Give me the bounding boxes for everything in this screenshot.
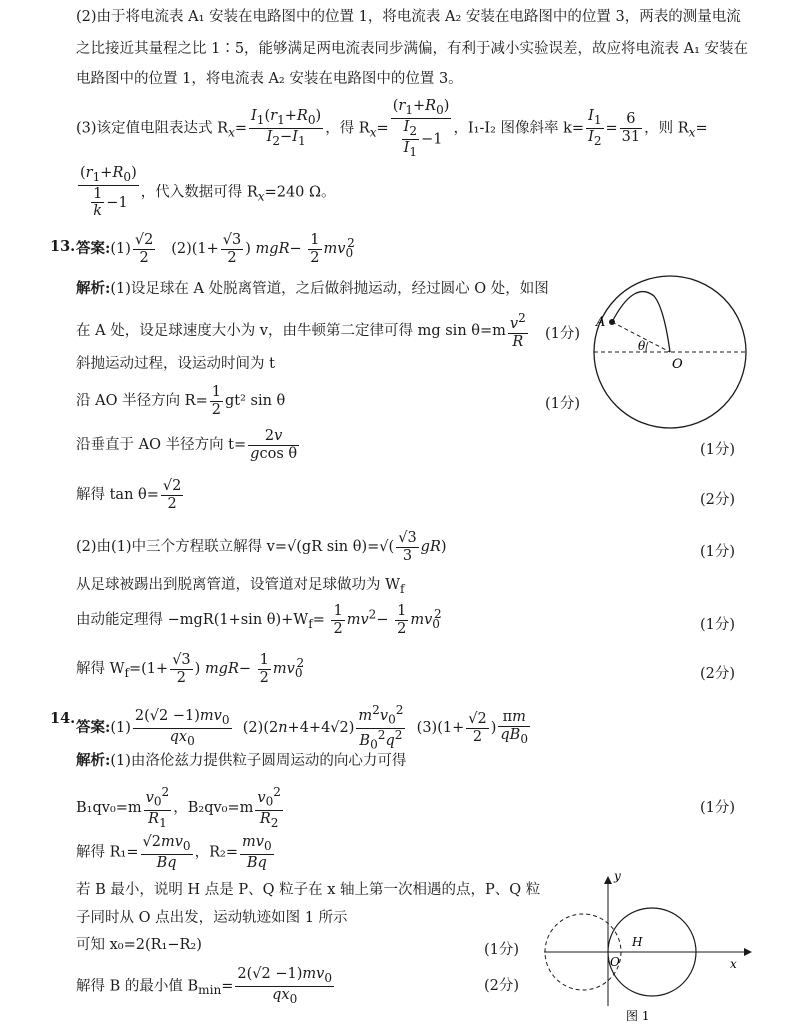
q14-analysis-1 bbox=[76, 754, 406, 769]
slope-formula: $\frac{I_1}{I_2}$ bbox=[588, 108, 602, 149]
q13-number: 13. bbox=[50, 238, 76, 255]
q14-answer-line: 答案:(1) $\frac{2(√2 -1)mv_0}{qx_0}$ (2)(2n+4+4√2) $\frac{m^2v_0^2}{B_0^2q^2}$ (3)(1+ $\frac{√2}{2}$ ) $\frac{\pi m}{qB_0}$ bbox=[76, 703, 529, 752]
q14-bmin: $\frac{2(√2 -1)mv_0}{qx_0}$ bbox=[237, 966, 333, 1006]
q13-centripetal: $\frac{v^2}{R}$ bbox=[509, 311, 526, 350]
label-theta: θ bbox=[638, 339, 646, 353]
label-o: O bbox=[672, 357, 683, 372]
q13-answer2-label: (2) bbox=[171, 241, 192, 258]
y-axis-arrow bbox=[604, 876, 612, 884]
label-x: x bbox=[730, 957, 737, 971]
q14-score-2: (1分) bbox=[484, 942, 520, 958]
q14-s7sub: min bbox=[198, 983, 222, 998]
part3-mid1: ，得 R bbox=[325, 120, 370, 137]
q13-s7: (2)由(1)中三个方程联立解得 v=√(gR sin θ)= bbox=[76, 539, 380, 556]
q14-s1: (1)由洛伦兹力提供粒子圆周运动的向心力可得 bbox=[110, 753, 407, 769]
q13-tan: $\frac{√2}{2}$ bbox=[162, 478, 182, 512]
part2-line2: 之比接近其量程之比 1∶5，能够满足两电流表同步满偏，有利于减小实验误差，故应将电流表 A₁ 安装在 bbox=[76, 41, 749, 57]
q13-analysis-6 bbox=[76, 478, 185, 512]
q13-analysis-4 bbox=[76, 384, 285, 418]
rx-formula-2: $(r_1+R_0)$ $\frac{I_2}{I_1}$ −1 bbox=[392, 98, 450, 159]
q13-analysis-5 bbox=[76, 428, 301, 462]
q13-analysis-2 bbox=[76, 312, 530, 350]
label-y: y bbox=[614, 869, 621, 883]
q13-analysis-8: 从足球被踢出到脱离管道，设管道对足球做功为 $W_f$ bbox=[76, 577, 405, 596]
q14-answer-label: 答案: bbox=[76, 719, 111, 737]
q13-circle-figure bbox=[592, 270, 762, 450]
q13-s1: (1)设足球在 A 处脱离管道，之后做斜抛运动，经过圆心 O 处，如图 bbox=[110, 281, 549, 297]
part3-mid2: ，I₁-I₂ 图像斜率 k= bbox=[453, 120, 585, 137]
q14-answer3-label: (3) bbox=[416, 720, 438, 737]
q13-wf-half: $\frac{1}{2}$ bbox=[259, 652, 269, 686]
q14-s2: B₁qv₀=m bbox=[76, 800, 142, 817]
theta-arc bbox=[646, 342, 648, 352]
q13-answer1: $\frac{√2}{2}$ bbox=[134, 232, 154, 266]
q13-s4b: gt² sin θ bbox=[225, 393, 286, 410]
q14-answer2-frac: $\frac{m^2v_0^2}{B_0^2q^2}$ bbox=[358, 703, 404, 752]
q13-s4: 沿 AO 半径方向 R= bbox=[76, 393, 208, 410]
q14-s3b: ，R₂= bbox=[194, 844, 238, 861]
q14-answer3-frac: $\frac{√2}{2}$ bbox=[468, 710, 487, 745]
q14-s3: 解得 R₁= bbox=[76, 844, 139, 861]
q13-s5: 沿垂直于 AO 半径方向 t= bbox=[76, 437, 247, 454]
q14-r1: $\frac{√2mv_0}{Bq}$ bbox=[142, 834, 191, 871]
q14-analysis-7: 解得 B 的最小值 $B_{min}=$ $\frac{2(√2 -1)mv_0}{qx_0}$ bbox=[76, 966, 333, 1006]
q13-score-2: (1分) bbox=[545, 396, 581, 412]
q14-answer2-label: (2) bbox=[242, 720, 264, 737]
q13-answer-line: 答案:(1) $\frac{√2}{2}$ (2)(1+ $\frac{√3}{2}$ ) mgR− $\frac{1}{2}$ $mv_0^2$ bbox=[76, 232, 355, 266]
slope-value: $\frac{6}{31}$ bbox=[621, 111, 641, 146]
q13-analysis-9: 由动能定理得 −mgR(1+sin $\theta)+W_f=$ $\frac{1}{2}$ $mv^2-$ $\frac{1}{2}$ $mv_0^2$ bbox=[76, 603, 442, 637]
q13-answer2-half: $\frac{1}{2}$ bbox=[310, 232, 320, 266]
q13-score-7: (2分) bbox=[700, 666, 736, 682]
label-o: O bbox=[610, 955, 620, 969]
q13-s2: 在 A 处，设足球速度大小为 v，由牛顿第二定律可得 mg sin θ=m bbox=[76, 323, 506, 340]
q13-analysis-7: (2)由(1)中三个方程联立解得 v=√(gR sin θ)=√( $\frac{√3}{3}$ gR) bbox=[76, 530, 447, 564]
q13-score-5: (1分) bbox=[700, 544, 736, 560]
q13-score-6: (1分) bbox=[700, 617, 736, 633]
q13-v-frac: $\frac{√3}{3}$ bbox=[398, 530, 417, 564]
q13-s3: 斜抛运动过程，设运动时间为 t bbox=[76, 356, 275, 372]
q14-r1-force: $\frac{v_0^2}{R_1}$ bbox=[145, 785, 170, 830]
q13-s9: 由动能定理得 −mgR(1+sin θ)+W bbox=[76, 612, 309, 629]
x-axis-arrow bbox=[744, 948, 752, 956]
q14-s2b: ，B₂qv₀=m bbox=[173, 800, 254, 817]
part3-line1: (3)该定值电阻表达式 $R_x=$ $\frac{I_1(r_1+R_0)}{I_2-I_1}$ ，得 $R_x=$ $(r_1+R_0)$ $\frac{I_2}{I_1}$ −1 ，I₁-I₂ 图像斜率 k= $\frac{I_1}{I_2}$ = $\frac{6}{31}$ ，则 $R_x=$ bbox=[76, 98, 708, 159]
q13-ek2: $\frac{1}{2}$ bbox=[397, 603, 407, 637]
q14-number: 14. bbox=[50, 710, 76, 727]
q14-s4: 若 B 最小，说明 H 点是 P、Q 粒子在 x 轴上第一次相遇的点，P、Q 粒 bbox=[76, 882, 541, 898]
figure-caption: 图 1 bbox=[626, 1009, 650, 1023]
part3-l2-value: =240 Ω。 bbox=[264, 184, 336, 201]
q14-r2: $\frac{mv_0}{Bq}$ bbox=[242, 834, 272, 871]
q14-analysis-3 bbox=[76, 834, 276, 871]
label-a: A bbox=[596, 315, 606, 330]
q13-s6: 解得 tan θ= bbox=[76, 487, 159, 504]
part3-l2-suffix: ，代入数据可得 R bbox=[140, 184, 258, 201]
q13-score-4: (2分) bbox=[700, 492, 736, 508]
q14-analysis-label: 解析: bbox=[76, 752, 111, 769]
q13-analysis-label: 解析: bbox=[76, 280, 111, 297]
q14-answer1: $\frac{2(√2 -1)mv_0}{qx_0}$ bbox=[134, 707, 230, 748]
q14-score-3: (2分) bbox=[484, 978, 520, 994]
q14-r2-force: $\frac{v_0^2}{R_2}$ bbox=[257, 785, 281, 830]
q14-score-1: (1分) bbox=[700, 800, 736, 816]
q13-s10: 解得 W bbox=[76, 661, 125, 678]
q13-answer1-label: (1) bbox=[110, 241, 131, 258]
part2-line3: 电路图中的位置 1，将电流表 A₂ 安装在电路图中的位置 3。 bbox=[76, 71, 463, 87]
q13-answer-label: 答案: bbox=[76, 240, 111, 258]
rx-formula-3: $(r_1+R_0)$ $\frac{1}{k}$ −1 bbox=[80, 165, 137, 220]
q13-time: $\frac{2v}{\text{gcos θ}}$ bbox=[250, 428, 298, 462]
q14-answer3-pi: $\frac{\pi m}{qB_0}$ bbox=[500, 709, 529, 746]
q14-s6: 可知 x₀=2(R₁−R₂) bbox=[76, 937, 202, 953]
q13-s8: 从足球被踢出到脱离管道，设管道对足球做功为 W bbox=[76, 577, 401, 593]
q13-analysis-1 bbox=[76, 282, 549, 297]
q14-figure-1 bbox=[540, 868, 760, 1028]
q13-answer2-frac: $\frac{√3}{2}$ bbox=[222, 232, 242, 266]
q13-analysis-10: 解得 $W_f=(1+$ $\frac{√3}{2}$ ) mgR− $\frac{1}{2}$ $mv_0^2$ bbox=[76, 652, 305, 686]
q14-s7: 解得 B 的最小值 B bbox=[76, 978, 199, 995]
part3-line2: $(r_1+R_0)$ $\frac{1}{k}$ −1 ，代入数据可得 $R_x=240$ Ω。 bbox=[80, 165, 336, 220]
q13-ek1: $\frac{1}{2}$ bbox=[333, 603, 343, 637]
q14-s5: 子同时从 O 点出发，运动轨迹如图 1 所示 bbox=[76, 910, 348, 926]
ball-point-a bbox=[609, 319, 615, 325]
q13-half: $\frac{1}{2}$ bbox=[211, 384, 221, 418]
q13-score-1: (1分) bbox=[545, 326, 581, 342]
q14-answer1-label: (1) bbox=[110, 720, 131, 737]
q13-wf-frac: $\frac{√3}{2}$ bbox=[172, 652, 191, 686]
part2-line1: (2)由于将电流表 A₁ 安装在电路图中的位置 1，将电流表 A₂ 安装在电路图中的位置 3，两表的测量电流 bbox=[76, 9, 741, 25]
rx-formula-1: $\frac{I_1(r_1+R_0)}{I_2-I_1}$ bbox=[251, 108, 322, 149]
q14-analysis-2 bbox=[76, 786, 285, 830]
q13-score-3: (1分) bbox=[700, 442, 736, 458]
label-h: H bbox=[632, 935, 643, 949]
part3-mid3: ，则 R bbox=[644, 120, 689, 137]
part3-prefix: (3)该定值电阻表达式 R bbox=[76, 120, 229, 137]
